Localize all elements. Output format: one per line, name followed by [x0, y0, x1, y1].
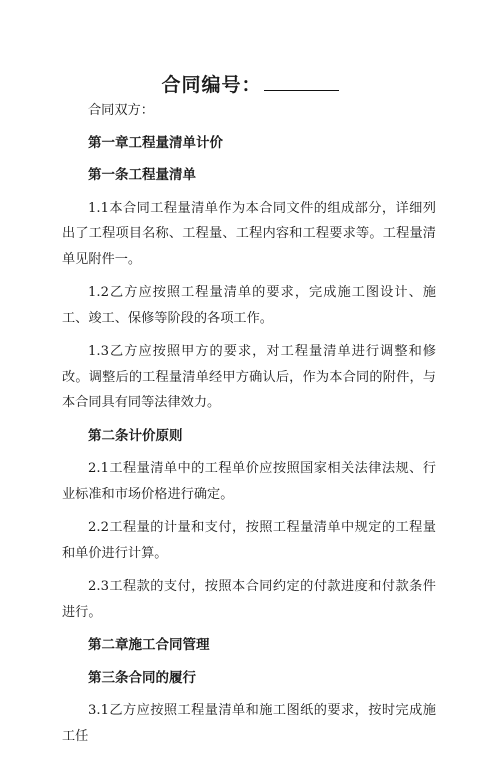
clause-paragraph: 1.2乙方应按照工程量清单的要求，完成施工图设计、施工、竣工、保修等阶段的各项工作。 — [62, 285, 436, 326]
article-heading: 第三条合同的履行 — [88, 669, 196, 686]
clause-paragraph: 3.1乙方应按照工程量清单和施工图纸的要求，按时完成施工任 — [62, 703, 436, 744]
contract-number-blank — [264, 74, 339, 91]
title-text: 合同编号： — [161, 74, 262, 96]
contract-number-title — [0, 70, 500, 97]
chapter-heading: 第一章工程量清单计价 — [88, 134, 223, 151]
clause-paragraph: 1.1本合同工程量清单作为本合同文件的组成部分，详细列出了工程项目名称、工程量、工程内容和工程要求等。工程量清单见附件一。 — [62, 200, 436, 267]
clause-paragraph: 2.2工程量的计量和支付，按照工程量清单中规定的工程量和单价进行计算。 — [62, 520, 436, 561]
parties-line: 合同双方： — [88, 103, 154, 118]
article-heading: 第一条工程量清单 — [88, 167, 196, 183]
clause-paragraph: 2.1工程量清单中的工程单价应按照国家相关法律法规、行业标准和市场价格进行确定。 — [62, 461, 436, 502]
clause-paragraph: 2.3工程款的支付，按照本合同约定的付款进度和付款条件进行。 — [62, 579, 436, 620]
chapter-heading: 第二章施工合同管理 — [88, 637, 210, 653]
document-body — [62, 98, 436, 757]
clause-paragraph: 1.3乙方应按照甲方的要求，对工程量清单进行调整和修改。调整后的工程量清单经甲方确认后，作为本合同的附件，与本合同具有同等法律效力。 — [62, 344, 436, 410]
article-heading: 第二条计价原则 — [88, 427, 183, 444]
